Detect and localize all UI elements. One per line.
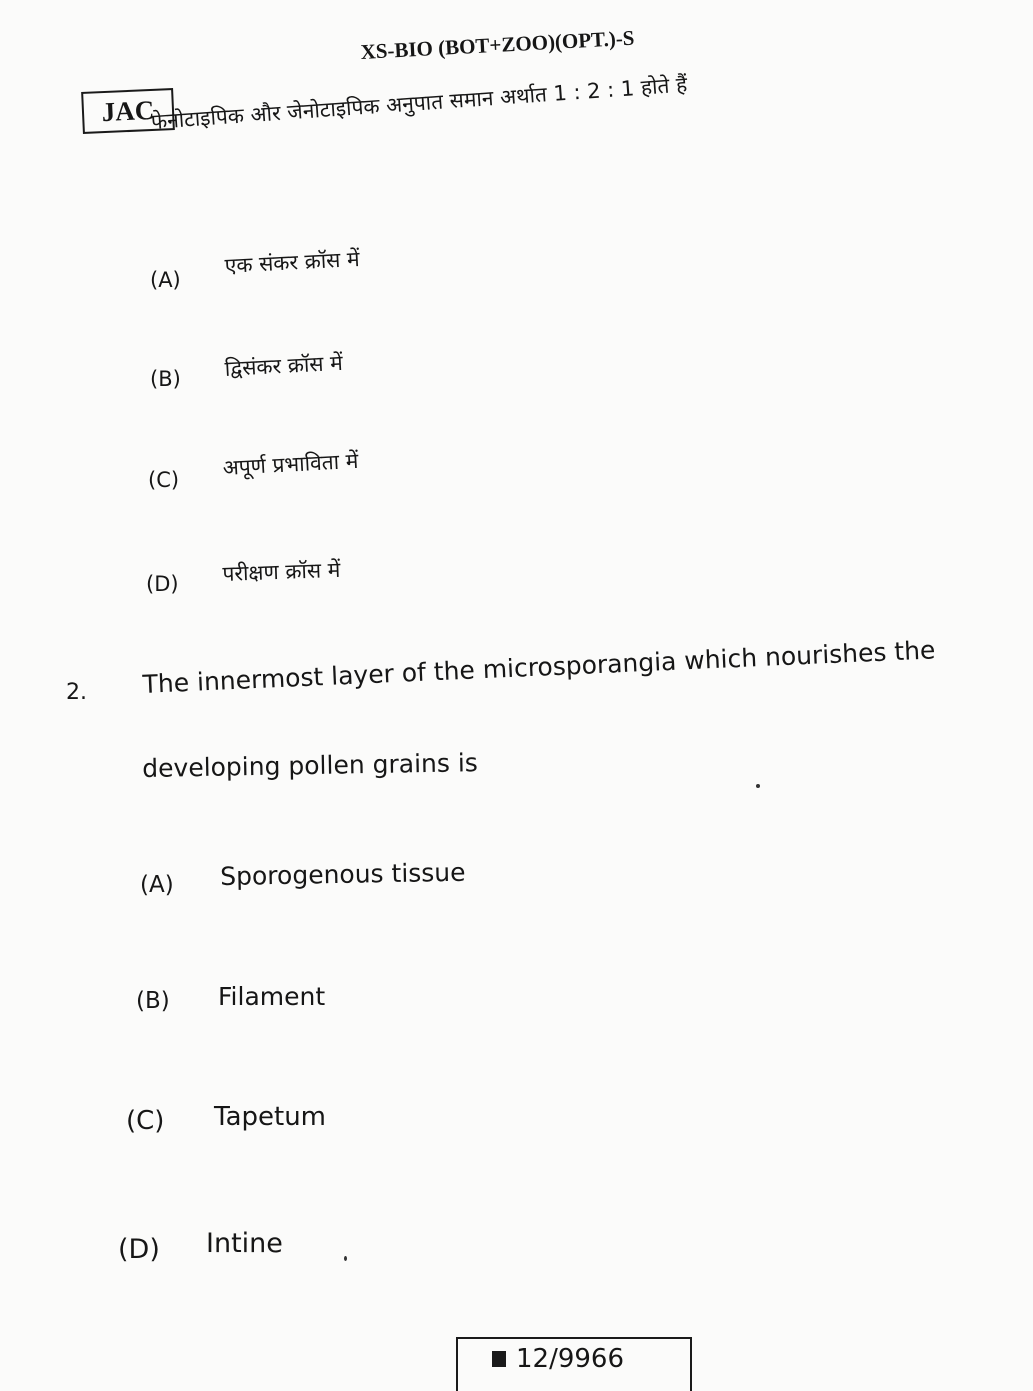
paper-code: XS-BIO (BOT+ZOO)(OPT.)-S (360, 25, 635, 64)
question1-text: फेनोटाइपिक और जेनोटाइपिक अनुपात समान अर्थात 1 : 2 : 1 होते हैं (150, 72, 689, 134)
question2-text-line1: The innermost layer of the microsporangia which nourishes the (142, 635, 936, 699)
question1-option-c-letter: (C) (148, 468, 180, 492)
question2-option-d-text: Intine (206, 1228, 283, 1259)
question1-option-b-text: द्विसंकर क्रॉस में (224, 350, 344, 381)
footer-code-text: 12/9966 (516, 1344, 625, 1374)
ink-speck (344, 1256, 347, 1261)
question2-option-c-text: Tapetum (214, 1102, 327, 1132)
footer-code (492, 1344, 624, 1374)
question2-number: 2. (66, 680, 87, 705)
question1-option-a-letter: (A) (150, 268, 181, 292)
question2-option-a-letter: (A) (140, 872, 174, 898)
question1-option-c-text: अपूर्ण प्रभाविता में (222, 448, 359, 480)
question2-option-a-text: Sporogenous tissue (220, 857, 466, 891)
question2-text-line2: developing pollen grains is (142, 748, 479, 783)
square-bullet-icon (492, 1351, 506, 1367)
question1-option-a-text: एक संकर क्रॉस में (224, 246, 361, 278)
question1-option-d-letter: (D) (146, 572, 179, 596)
question2-option-d-letter: (D) (118, 1234, 160, 1265)
jac-badge: JAC (81, 88, 175, 134)
question2-option-b-letter: (B) (136, 988, 170, 1014)
question1-option-d-text: परीक्षण क्रॉस में (222, 557, 341, 586)
question2-option-c-letter: (C) (126, 1106, 165, 1136)
question1-option-b-letter: (B) (150, 367, 181, 391)
question2-option-b-text: Filament (218, 982, 326, 1011)
ink-speck (756, 784, 760, 788)
